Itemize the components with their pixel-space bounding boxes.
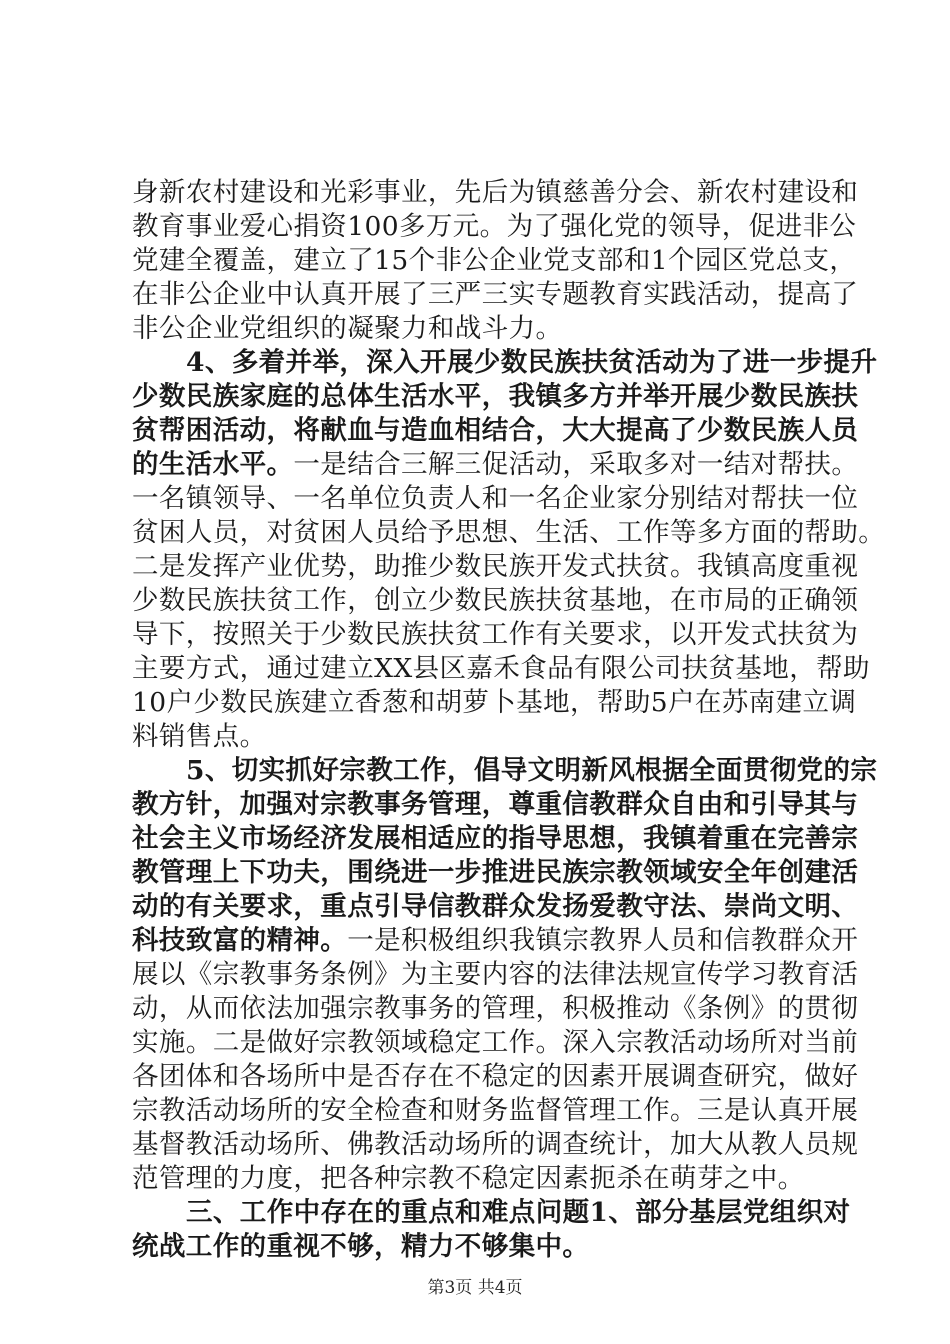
body-text-line: 实施。二是做好宗教领域稳定工作。深入宗教活动场所对当前 [132, 1027, 859, 1058]
body-text-line: 教育事业爱心捐资100多万元。为了强化党的领导，促进非公 [132, 211, 857, 242]
body-text-line: 10户少数民族建立香葱和胡萝卜基地，帮助5户在苏南建立调 [132, 687, 857, 718]
body-text-line [132, 924, 858, 958]
body-text-line: 党建全覆盖，建立了15个非公企业党支部和1个园区党总支， [132, 245, 857, 276]
body-text-segment: 一是积极组织我镇宗教界人员和信教群众开 [347, 925, 859, 956]
page-footer: 第3页 共4页 [427, 1278, 523, 1298]
body-text-line: 动，从而依法加强宗教事务的管理，积极推动《条例》的贯彻 [132, 993, 859, 1024]
section-heading-tail: 的生活水平。 [132, 449, 294, 480]
body-text-line: 贫困人员，对贫困人员给予思想、生活、工作等多方面的帮助。 [132, 517, 886, 548]
body-text-line: 主要方式，通过建立XX县区嘉禾食品有限公司扶贫基地，帮助 [132, 653, 870, 684]
body-text-line: 范管理的力度，把各种宗教不稳定因素扼杀在萌芽之中。 [132, 1163, 805, 1194]
body-text-line: 非公企业党组织的凝聚力和战斗力。 [132, 313, 563, 344]
section-heading-line: 教管理上下功夫，围绕进一步推进民族宗教领域安全年创建活 [132, 857, 859, 888]
section-heading-line: 贫帮困活动，将献血与造血相结合，大大提高了少数民族人员 [132, 415, 859, 446]
body-text-line [132, 448, 858, 482]
section-heading-tail: 科技致富的精神。 [132, 925, 348, 956]
body-text-line: 各团体和各场所中是否存在不稳定的因素开展调查研究，做好 [132, 1061, 859, 1092]
section-heading-line: 5、切实抓好宗教工作，倡导文明新风根据全面贯彻党的宗 [186, 755, 878, 786]
body-text-line: 展以《宗教事务条例》为主要内容的法律法规宣传学习教育活 [132, 959, 859, 990]
section-heading-line: 动的有关要求，重点引导信教群众发扬爱教守法、崇尚文明、 [132, 891, 859, 922]
body-text-line: 身新农村建设和光彩事业，先后为镇慈善分会、新农村建设和 [132, 177, 859, 208]
body-text-line: 导下，按照关于少数民族扶贫工作有关要求，以开发式扶贫为 [132, 619, 859, 650]
body-text-line: 在非公企业中认真开展了三严三实专题教育实践活动，提高了 [132, 279, 859, 310]
body-text-line: 宗教活动场所的安全检查和财务监督管理工作。三是认真开展 [132, 1095, 859, 1126]
section-heading-line: 社会主义市场经济发展相适应的指导思想，我镇着重在完善宗 [132, 823, 859, 854]
body-text-line: 料销售点。 [132, 721, 267, 752]
body-text-line: 少数民族扶贫工作，创立少数民族扶贫基地，在市局的正确领 [132, 585, 859, 616]
section-heading-line: 统战工作的重视不够，精力不够集中。 [132, 1231, 590, 1262]
section-heading-line: 三、工作中存在的重点和难点问题1、部分基层党组织对 [186, 1197, 851, 1228]
body-text-segment: 一是结合三解三促活动，采取多对一结对帮扶。 [293, 449, 859, 480]
body-text-line: 一名镇领导、一名单位负责人和一名企业家分别结对帮扶一位 [132, 483, 859, 514]
section-heading-line: 教方针，加强对宗教事务管理，尊重信教群众自由和引导其与 [132, 789, 859, 820]
body-text-line: 二是发挥产业优势，助推少数民族开发式扶贫。我镇高度重视 [132, 551, 859, 582]
section-heading-line: 少数民族家庭的总体生活水平，我镇多方并举开展少数民族扶 [132, 381, 859, 412]
body-text-line: 基督教活动场所、佛教活动场所的调查统计，加大从教人员规 [132, 1129, 859, 1160]
section-heading-line: 4、多着并举，深入开展少数民族扶贫活动为了进一步提升 [186, 347, 878, 378]
